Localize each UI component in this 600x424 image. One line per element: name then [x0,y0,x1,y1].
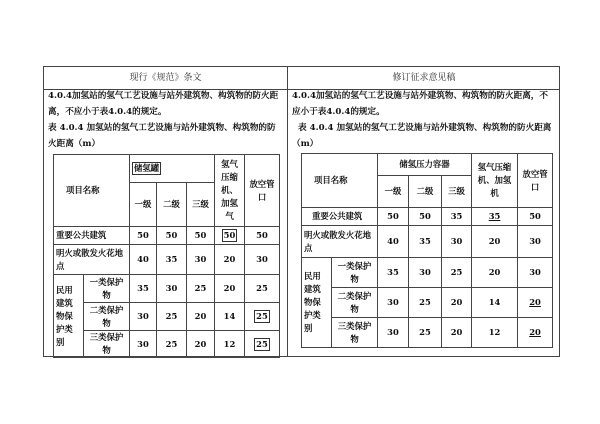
header-compressor: 氢气压缩机、加氢气 [215,155,245,227]
current-code-heading: 现行《规范》条文 [129,73,202,83]
clause-text-current [48,88,284,152]
header-storage: 储氢压力容器 [378,154,472,176]
table-caption-text: 加氢站的氢气工艺设施与站外建筑物、构筑物的防火距离（m） [292,123,552,149]
table-row: 重要公共建筑 50 50 50 50 50 [54,227,280,245]
header-vent: 放空管口 [245,155,280,227]
table-caption-prefix: 表 [297,123,307,133]
table-caption-number: 4.0.4 [309,123,334,133]
table-row: 民用建筑物保护类别 一类保护物 35 30 25 20 25 [54,275,280,303]
storage-label: 储氢罐 [134,163,160,173]
table-row: 重要公共建筑 50 50 35 35 50 [302,208,553,226]
table-row: 三类保护物 30 25 20 12 25 [54,331,280,358]
clause-ref: 4.0.4 [326,107,351,117]
header-grade-1: 一级 [130,183,157,227]
header-grade-3: 三级 [442,176,472,208]
header-grade-1: 一级 [378,176,409,208]
header-item-name: 项目名称 [54,155,130,227]
clause-text-revision [292,88,554,152]
table-row: 民用建筑物保护类别 一类保护物 35 30 25 20 30 [302,258,553,288]
civil-group-label: 民用建筑物保护类别 [54,275,84,358]
revision-draft-heading: 修订征求意见稿 [392,73,456,83]
clause-body: 加氢站的氢气工艺设施与站外建筑物、构筑物的防火距离，不应小于表 [48,91,279,117]
header-grade-3: 三级 [187,183,215,227]
distance-table-revision [301,153,553,348]
table-row: 二类保护物 30 25 20 14 20 [302,288,553,318]
header-storage [130,155,215,183]
table-caption-prefix: 表 [48,123,57,133]
table-caption-text: 加氢站的氢气工艺设施与站外建筑物、构筑物的防火距离（m） [48,123,276,149]
clause-body: 加氢站的氢气工艺设施与站外建筑物、构筑物的防火距离，不应小于表 [292,91,548,117]
clause-tail: 的规定。 [132,107,167,117]
table-caption-number: 4.0.4 [59,123,84,133]
table-row: 明火或散发火花地点 40 35 30 20 30 [54,245,280,275]
clause-tail: 的规定。 [350,107,385,117]
table-row: 二类保护物 30 25 20 14 25 [54,303,280,331]
header-vent: 放空管口 [518,154,553,208]
table-row: 三类保护物 30 25 20 12 20 [302,318,553,348]
table-row: 明火或散发火花地点 40 35 30 20 30 [302,226,553,258]
header-grade-2: 二级 [157,183,187,227]
header-compressor: 氢气压缩机、加氢机 [472,154,518,208]
header-grade-2: 二级 [409,176,442,208]
header-item-name: 项目名称 [302,154,378,208]
clause-number: 4.0.4 [292,91,316,101]
distance-table-current [53,154,280,358]
clause-number: 4.0.4 [48,91,72,101]
clause-ref: 4.0.4 [108,107,133,117]
civil-group-label: 民用建筑物保护类别 [302,258,332,348]
column-divider [287,66,288,357]
